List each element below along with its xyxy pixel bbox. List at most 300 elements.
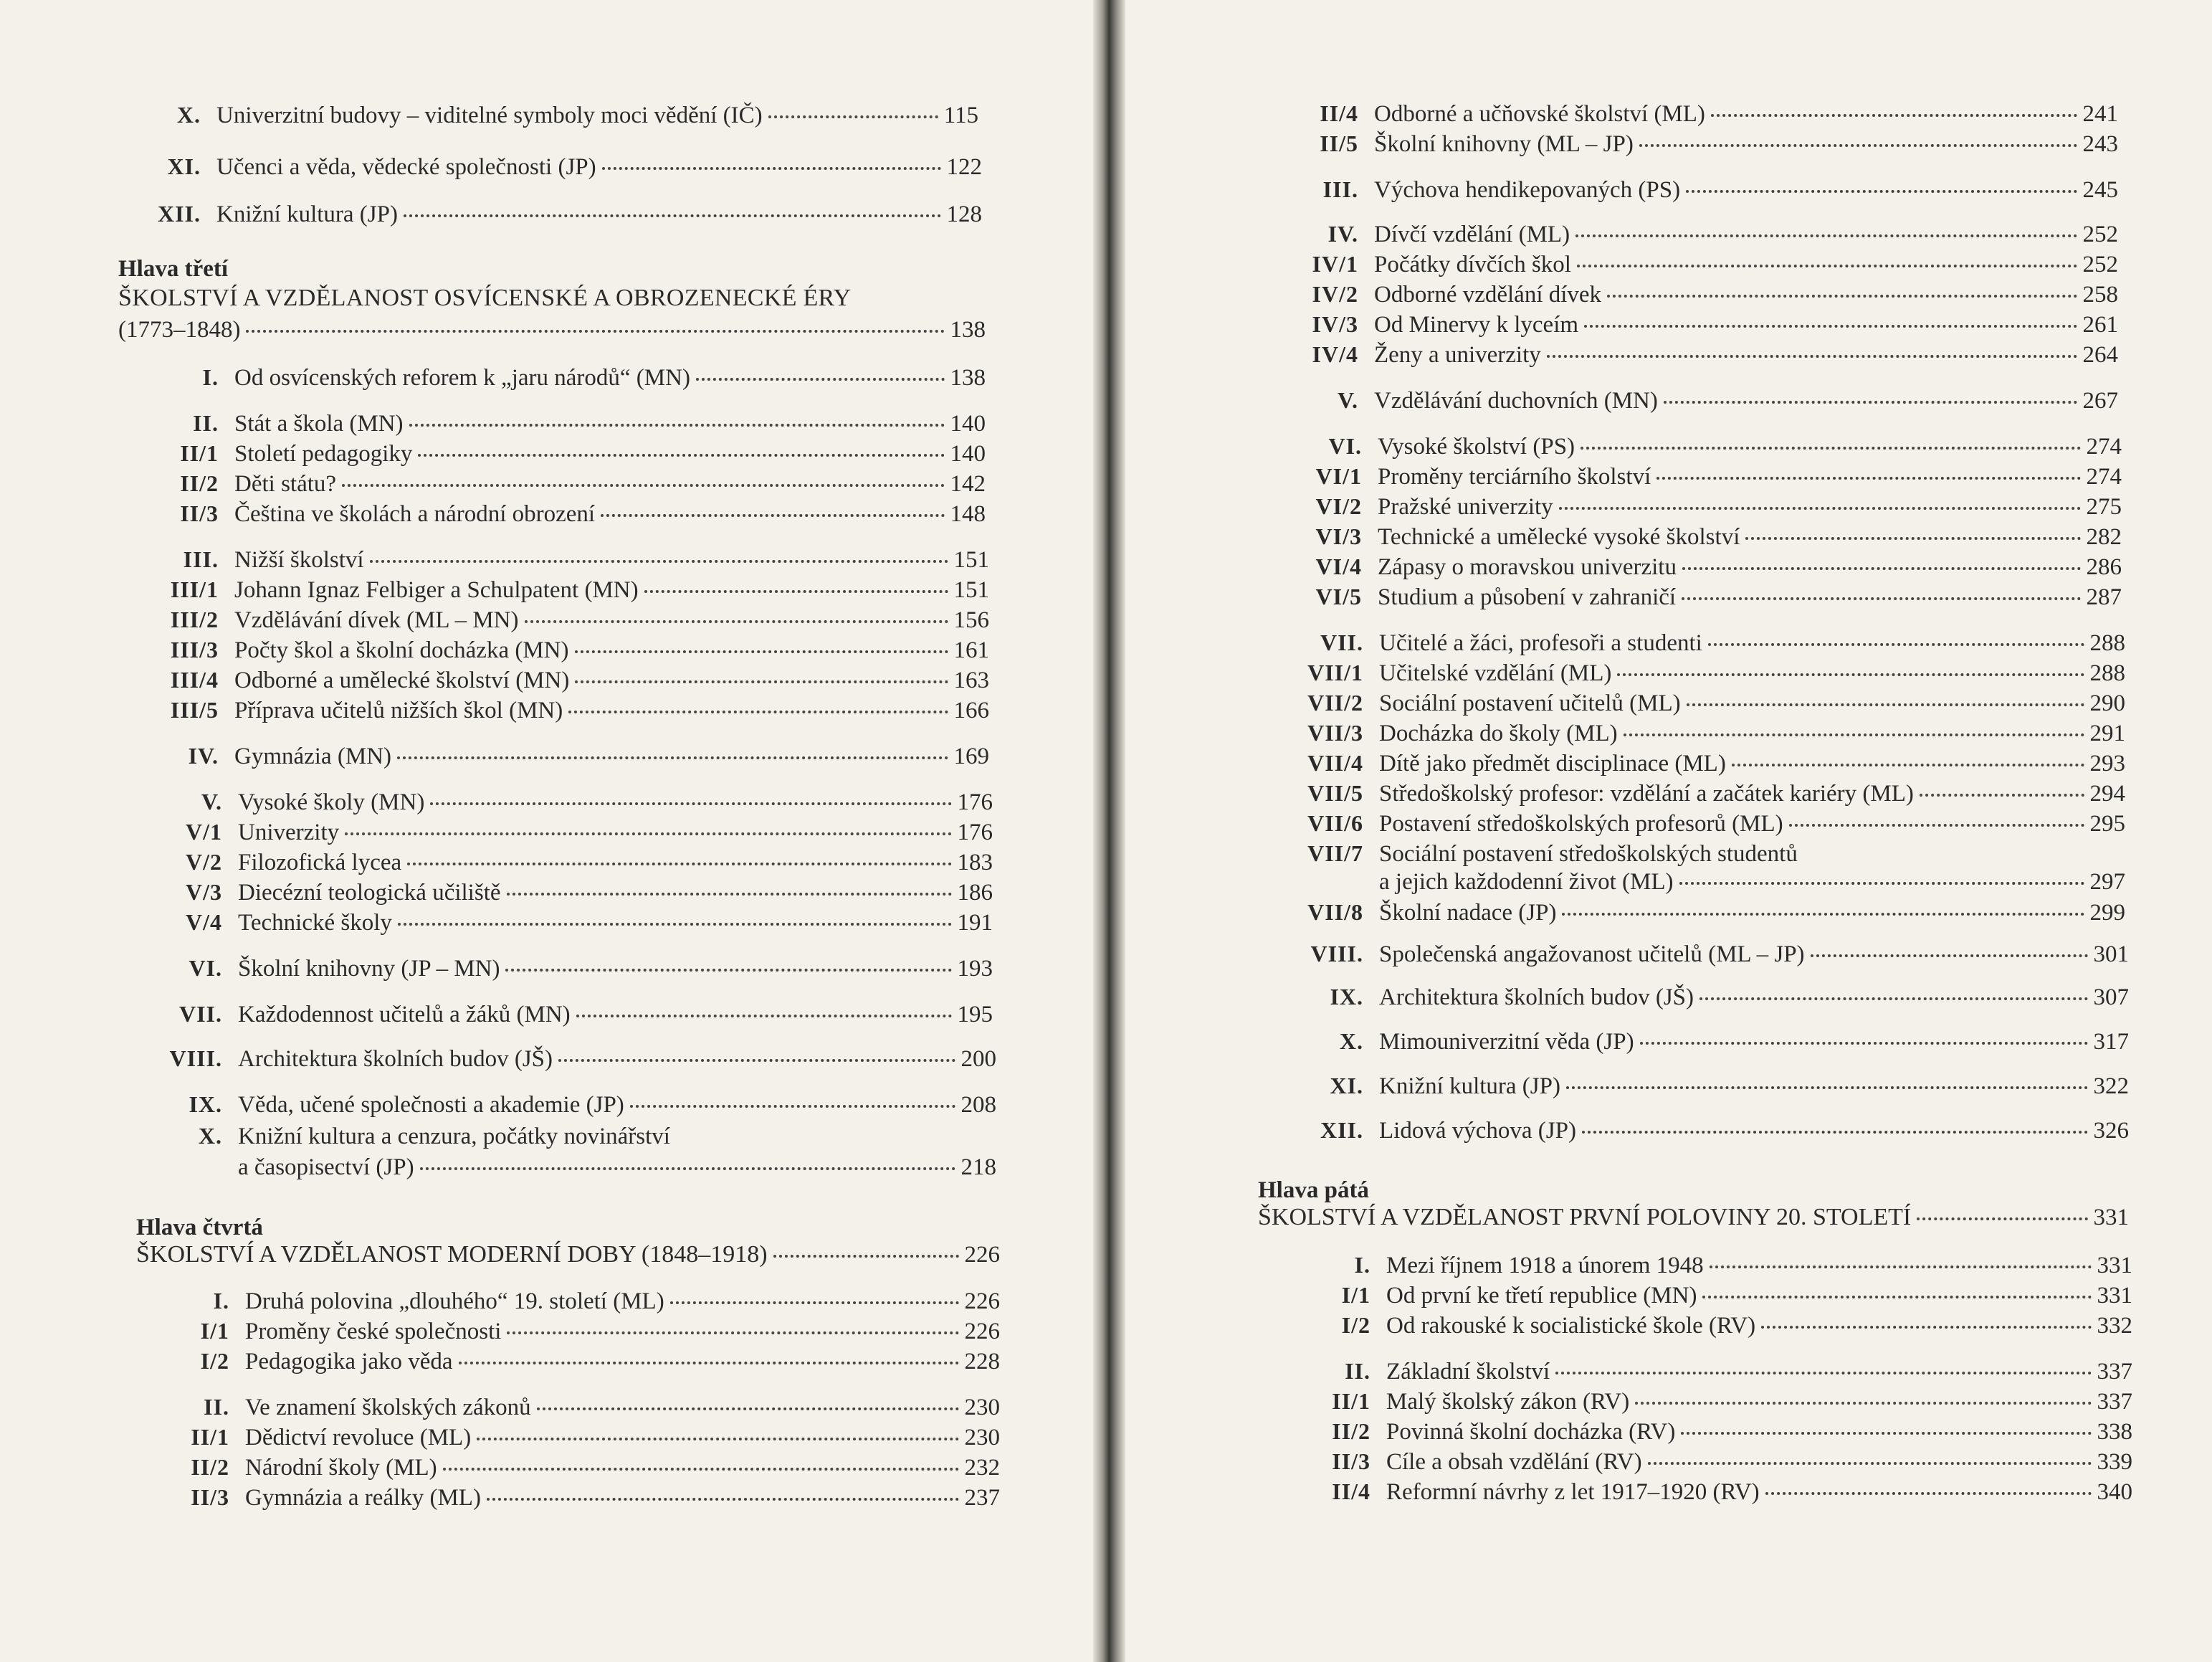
toc-entry[interactable] [136,1347,1000,1376]
entry-title: Diecézní teologická učiliště [238,880,501,906]
toc-entry[interactable] [129,575,989,604]
toc-entry[interactable] [129,605,989,635]
chapter-title[interactable]: ŠKOLSTVÍ A VZDĚLANOST OSVÍCENSKÉ A OBROZENECKÉ ÉRY [118,285,852,311]
toc-entry[interactable] [136,1453,1000,1482]
dot-leader [418,454,944,457]
entry-title: Knižní kultura a cenzura, počátky novinářství [238,1124,670,1149]
entry-page: 286 [2086,554,2122,580]
entry-page: 138 [950,365,986,391]
dot-leader [1917,1217,2087,1220]
entry-number: I. [202,364,219,390]
toc-entry[interactable] [129,1044,996,1073]
entry-number: VII/7 [1307,840,1363,866]
dot-leader [575,680,948,683]
dot-leader [773,1255,959,1258]
entry-number: VII. [1320,630,1363,655]
toc-entry[interactable] [115,152,982,181]
entry-page: 332 [2097,1313,2132,1339]
toc-entry[interactable] [129,817,993,847]
dot-leader [1581,447,2080,450]
toc-entry[interactable] [129,695,989,725]
chapter-label: Hlava čtvrtá [136,1215,263,1240]
toc-entry[interactable] [1262,1027,2129,1056]
entry-title: Technické a umělecké vysoké školství [1378,524,1740,550]
dot-leader [487,1498,959,1501]
dot-leader [1710,1266,2092,1268]
entry-number: VII/8 [1307,899,1363,925]
chapter-label: Hlava pátá [1258,1177,1369,1203]
entry-title: Postavení středoškolských profesorů (ML) [1379,811,1783,837]
entry-title: Vysoké školství (PS) [1378,434,1575,460]
entry-number: II/3 [1332,1448,1370,1474]
dot-leader [1635,1402,2091,1405]
entry-number: V/3 [186,879,222,905]
dot-leader [644,590,948,593]
toc-entry[interactable] [1262,310,2118,339]
toc-entry[interactable] [1262,219,2118,249]
dot-leader [1682,597,2080,600]
entry-page: 252 [2082,252,2118,277]
entry-number: I/2 [200,1348,229,1374]
toc-entry[interactable] [1262,1250,2132,1280]
entry-page: 226 [964,1319,1000,1344]
entry-page: 274 [2086,434,2122,460]
chapter-title-text: ŠKOLSTVÍ A VZDĚLANOST PRVNÍ POLOVINY 20. STOLETÍ [1258,1204,1912,1230]
entry-number: III/2 [170,607,219,632]
dot-leader [601,514,944,517]
entry-number: XII. [1320,1117,1363,1143]
entry-title: Odborné a umělecké školství (MN) [234,668,570,693]
entry-page: 193 [957,956,993,982]
entry-number: VII/4 [1307,750,1363,776]
chapter-title[interactable] [136,1240,1000,1269]
entry-page: 264 [2082,342,2118,368]
entry-title-cont: a jejich každodenní život (ML) [1379,869,1674,895]
entry-title: Druhá polovina „dlouhého“ 19. století (ML) [245,1288,664,1314]
entry-page: 228 [964,1349,1000,1374]
entry-title: Odborné vzdělání dívek [1374,282,1602,308]
entry-page: 156 [953,607,989,633]
toc-entry[interactable] [129,908,993,937]
entry-page: 287 [2086,584,2122,610]
entry-page: 340 [2097,1479,2132,1505]
entry-title-cont: a časopisectví (JP) [238,1154,414,1180]
right-page [1125,0,2212,1662]
entry-page: 142 [950,471,986,497]
toc-entry[interactable] [1262,175,2118,204]
dot-leader [370,560,948,563]
entry-number: II/1 [191,1424,229,1450]
dot-leader [1681,1432,2091,1435]
toc-entry[interactable] [136,1483,1000,1512]
entry-number: VII/6 [1307,810,1363,836]
toc-entry[interactable] [129,409,986,438]
dot-leader [1765,1492,2092,1495]
entry-page: 331 [2097,1283,2132,1309]
entry-page: 290 [2089,690,2125,716]
toc-entry[interactable] [136,1286,1000,1316]
entry-number: VIII. [1310,941,1363,967]
entry-page: 151 [953,577,989,603]
entry-title: Učitelské vzdělání (ML) [1379,660,1612,686]
toc-entry[interactable] [1262,749,2125,778]
entry-number: V. [1338,387,1358,413]
entry-number: I/2 [1341,1312,1370,1338]
entry-number: IV/3 [1312,311,1358,337]
entry-page: 291 [2089,721,2125,746]
entry-title: Odborné a učňovské školství (ML) [1374,101,1705,127]
entry-page: 151 [953,547,989,573]
dot-leader [1617,673,2084,676]
entry-number: VIII. [169,1045,222,1071]
entry-number: IX. [189,1091,222,1117]
entry-number: VII/5 [1307,780,1363,806]
dot-leader [1702,1296,2091,1298]
entry-page: 148 [950,501,986,527]
entry-number: V/2 [186,849,222,875]
entry-title: Sociální postavení učitelů (ML) [1379,690,1681,716]
toc-entry[interactable] [1262,1477,2132,1506]
entry-page: 261 [2082,312,2118,338]
dot-leader [1582,1131,2088,1134]
entry-number: VII/2 [1307,690,1363,716]
entry-number: VI/3 [1315,523,1362,549]
entry-page: 245 [2082,177,2118,203]
entry-page: 183 [957,850,993,875]
toc-entry[interactable] [129,847,993,877]
entry-page: 218 [960,1154,996,1180]
entry-title: Školní knihovny (ML – JP) [1374,131,1634,157]
dot-leader [696,378,945,381]
entry-number: II. [193,410,219,436]
toc-entry[interactable] [1262,250,2118,279]
toc-entry[interactable] [1262,129,2118,158]
entry-number: I/1 [200,1318,229,1344]
entry-page: 297 [2089,869,2125,895]
toc-entry[interactable] [1262,280,2118,309]
entry-title: Učenci a věda, vědecké společnosti (JP) [216,154,596,180]
toc-entry[interactable] [1262,1071,2129,1101]
entry-number: IX. [1330,984,1363,1010]
entry-number: II/5 [1320,130,1358,156]
toc-entry[interactable] [1262,839,2125,868]
entry-title: Univerzitní budovy – viditelné symboly moci vědění (IČ) [216,103,763,128]
toc-entry[interactable] [1262,582,2122,612]
entry-page: 331 [2097,1253,2132,1278]
toc-entry[interactable] [1262,432,2122,461]
entry-title: Čeština ve školách a národní obrození [234,501,596,527]
toc-entry[interactable] [129,954,993,983]
entry-title: Knižní kultura (JP) [1379,1073,1560,1099]
entry-title: Od první ke třetí republice (MN) [1386,1283,1697,1309]
toc-entry[interactable] [1262,1417,2132,1446]
entry-title: Reformní návrhy z let 1917–1920 (RV) [1386,1479,1760,1505]
toc-entry[interactable] [129,1121,996,1151]
entry-page: 241 [2082,101,2118,127]
entry-number: II/4 [1332,1478,1370,1504]
toc-entry[interactable] [129,999,993,1029]
entry-title: Počátky dívčích škol [1374,252,1571,277]
entry-title: Počty škol a školní docházka (MN) [234,637,569,663]
dot-leader [1577,265,2077,267]
entry-title: Cíle a obsah vzdělání (RV) [1386,1449,1642,1475]
entry-title: Učitelé a žáci, profesoři a studenti [1379,630,1702,656]
toc-entry[interactable] [1262,718,2125,748]
entry-number: IV/4 [1312,341,1358,367]
dot-leader [443,1468,959,1471]
entry-number: XI. [167,153,201,179]
entry-title: Sociální postavení středoškolských studentů [1379,841,1798,867]
toc-entry[interactable] [136,1316,1000,1346]
dot-leader [630,1105,955,1108]
dot-leader [404,214,941,217]
dot-leader [1711,114,2077,117]
entry-number: II/4 [1320,100,1358,126]
entry-number: III/5 [170,697,219,723]
toc-entry[interactable] [1262,492,2122,521]
toc-entry[interactable] [115,199,982,229]
entry-page: 140 [950,441,986,467]
dot-leader [420,1167,955,1170]
entry-title: Dítě jako předmět disciplinace (ML) [1379,751,1726,777]
dot-leader [345,832,951,835]
chapter-title-cont[interactable] [118,315,986,344]
dot-leader [1679,882,2084,885]
toc-entry[interactable] [1262,779,2125,808]
entry-title: Od rakouské k socialistické škole (RV) [1386,1313,1756,1339]
entry-page: 232 [964,1455,1000,1481]
toc-entry[interactable] [1262,982,2129,1012]
dot-leader [409,424,945,427]
entry-title: Ženy a univerzity [1374,342,1541,368]
entry-title: Dědictví revoluce (ML) [245,1425,472,1450]
entry-page: 226 [964,1288,1000,1314]
chapter-title-text: ŠKOLSTVÍ A VZDĚLANOST MODERNÍ DOBY (1848–1918) [136,1241,768,1268]
entry-page: 337 [2097,1389,2132,1415]
toc-entry[interactable] [1262,340,2118,369]
entry-page: 317 [2093,1029,2129,1055]
entry-page: 274 [2086,464,2122,490]
entry-page: 275 [2086,494,2122,520]
toc-entry[interactable] [129,499,986,528]
entry-title: Středoškolský profesor: vzdělání a začátek kariéry (ML) [1379,781,1914,807]
entry-title: Nižší školství [234,547,364,573]
entry-number: VII/1 [1307,660,1363,685]
dot-leader [397,756,948,759]
entry-title: Architektura školních budov (JŠ) [238,1046,553,1072]
dot-leader [1648,1462,2092,1465]
toc-entry[interactable] [129,545,989,574]
toc-entry[interactable] [1262,462,2122,491]
entry-page: 166 [953,698,989,723]
entry-page: 191 [957,910,993,936]
entry-number: IV. [1327,221,1358,247]
entry-number: VI/1 [1315,463,1362,489]
chapter-title[interactable] [1258,1203,2129,1232]
chapter-page: 331 [2093,1205,2129,1230]
entry-page: 322 [2093,1073,2129,1099]
chapter-page: 226 [964,1242,1000,1268]
entry-title: Století pedagogiky [234,441,413,467]
toc-entry-cont[interactable] [1379,868,2125,896]
left-page [0,0,1093,1662]
dot-leader [398,923,952,926]
entry-number: I/1 [1341,1282,1370,1308]
entry-page: 122 [946,154,982,180]
dot-leader [568,711,948,713]
dot-leader [525,620,948,623]
dot-leader [1686,190,2077,193]
toc-entry[interactable] [1262,1387,2132,1416]
entry-title: Pedagogika jako věda [245,1349,453,1374]
toc-entry[interactable] [1262,1116,2129,1145]
entry-page: 128 [946,201,982,227]
toc-entry[interactable] [1262,386,2118,415]
dot-leader [1566,1086,2088,1089]
entry-page: 293 [2089,751,2125,777]
entry-title: Architektura školních budov (JŠ) [1379,984,1694,1010]
dot-leader [1687,703,2084,706]
entry-page: 176 [957,820,993,845]
toc-entry[interactable] [1262,1281,2132,1310]
entry-page: 161 [953,637,989,663]
entry-title: Od Minervy k lyceím [1374,312,1579,338]
entry-page: 288 [2089,660,2125,686]
toc-entry[interactable] [129,439,986,468]
toc-entry[interactable] [136,1392,1000,1422]
entry-title: Gymnázia (MN) [234,744,392,769]
entry-page: 258 [2082,282,2118,308]
toc-entry[interactable] [1262,1357,2132,1386]
dot-leader [1575,234,2077,237]
entry-title: Výchova hendikepovaných (PS) [1374,177,1681,203]
toc-entry[interactable] [1262,1311,2132,1340]
entry-number: X. [1339,1028,1363,1054]
entry-number: XII. [157,201,201,227]
entry-title: Pražské univerzity [1378,494,1553,520]
dot-leader [1607,295,2077,298]
entry-page: 237 [964,1485,1000,1511]
toc-entry[interactable] [129,635,989,665]
entry-title: Studium a působení v zahraničí [1378,584,1677,610]
toc-entry[interactable] [1262,688,2125,718]
entry-title: Mimouniverzitní věda (JP) [1379,1029,1634,1055]
entry-page: 252 [2082,222,2118,247]
entry-page: 295 [2089,811,2125,837]
dot-leader [1555,1372,2091,1374]
entry-number: I. [213,1288,229,1314]
entry-number: VI. [189,955,222,981]
entry-page: 288 [2089,630,2125,656]
entry-number: XI. [1330,1073,1363,1098]
entry-number: V/1 [186,819,222,845]
toc-entry[interactable] [1262,898,2125,927]
entry-title: Malý školský zákon (RV) [1386,1389,1630,1415]
dot-leader [459,1362,959,1364]
entry-number: VII/3 [1307,720,1363,746]
entry-title: Každodennost učitelů a žáků (MN) [238,1002,571,1027]
dot-leader [1639,144,2077,147]
toc-entry[interactable] [1262,939,2129,969]
dot-leader [575,650,948,653]
toc-entry[interactable] [129,363,986,392]
entry-title: Proměny terciárního školství [1378,464,1651,490]
entry-number: II/2 [1332,1418,1370,1444]
toc-entry[interactable] [1262,552,2122,581]
entry-title: Příprava učitelů nižších škol (MN) [234,698,563,723]
toc-entry[interactable] [129,787,993,817]
entry-page: 195 [957,1002,993,1027]
toc-entry[interactable] [1262,99,2118,128]
toc-entry[interactable] [115,100,978,130]
entry-number: III/3 [170,637,219,663]
dot-leader [576,1015,952,1017]
entry-number: VI/4 [1315,554,1362,579]
dot-leader [342,484,944,487]
entry-page: 299 [2089,900,2125,926]
toc-entry[interactable] [1262,1447,2132,1476]
dot-leader [507,1331,958,1334]
entry-page: 230 [964,1425,1000,1450]
entry-number: III. [183,546,219,572]
entry-page: 208 [960,1092,996,1118]
entry-title: Proměny české společnosti [245,1319,502,1344]
entry-title: Dívčí vzdělání (ML) [1374,222,1570,247]
toc-entry[interactable] [136,1423,1000,1452]
entry-title: Docházka do školy (ML) [1379,721,1618,746]
entry-page: 169 [953,744,989,769]
toc-entry[interactable] [129,878,993,907]
dot-leader [430,802,951,805]
entry-number: VI. [1328,433,1362,459]
toc-entry[interactable] [129,1090,996,1119]
entry-page: 337 [2097,1359,2132,1385]
toc-entry[interactable] [129,741,989,771]
entry-page: 243 [2082,131,2118,157]
entry-title: Společenská angažovanost učitelů (ML – JP) [1379,941,1805,967]
entry-page: 338 [2097,1419,2132,1445]
toc-entry[interactable] [1262,658,2125,688]
toc-entry-cont[interactable] [238,1153,996,1182]
entry-title: Školní knihovny (JP – MN) [238,956,500,982]
entry-page: 176 [957,789,993,815]
toc-entry[interactable] [129,665,989,695]
entry-title: Gymnázia a reálky (ML) [245,1485,481,1511]
entry-page: 267 [2082,388,2118,414]
entry-title: Knižní kultura (JP) [216,201,398,227]
entry-page: 339 [2097,1449,2132,1475]
entry-title: Filozofická lycea [238,850,402,875]
dot-leader [1559,507,2081,510]
toc-entry[interactable] [1262,809,2125,838]
entry-number: II/1 [180,440,219,466]
entry-page: 200 [960,1046,996,1072]
entry-number: VI/2 [1315,493,1362,519]
toc-entry[interactable] [1262,522,2122,551]
entry-number: II. [1345,1358,1370,1384]
dot-leader [505,969,951,972]
entry-title: Lidová výchova (JP) [1379,1118,1576,1144]
toc-entry[interactable] [1262,628,2125,657]
entry-title: Zápasy o moravskou univerzitu [1378,554,1677,580]
entry-number: X. [176,102,201,128]
toc-entry[interactable] [129,469,986,498]
dot-leader [1699,997,2087,1000]
entry-number: IV. [188,743,219,769]
dot-leader [1640,1042,2088,1045]
chapter-label: Hlava třetí [118,256,229,282]
dot-leader [407,863,951,865]
